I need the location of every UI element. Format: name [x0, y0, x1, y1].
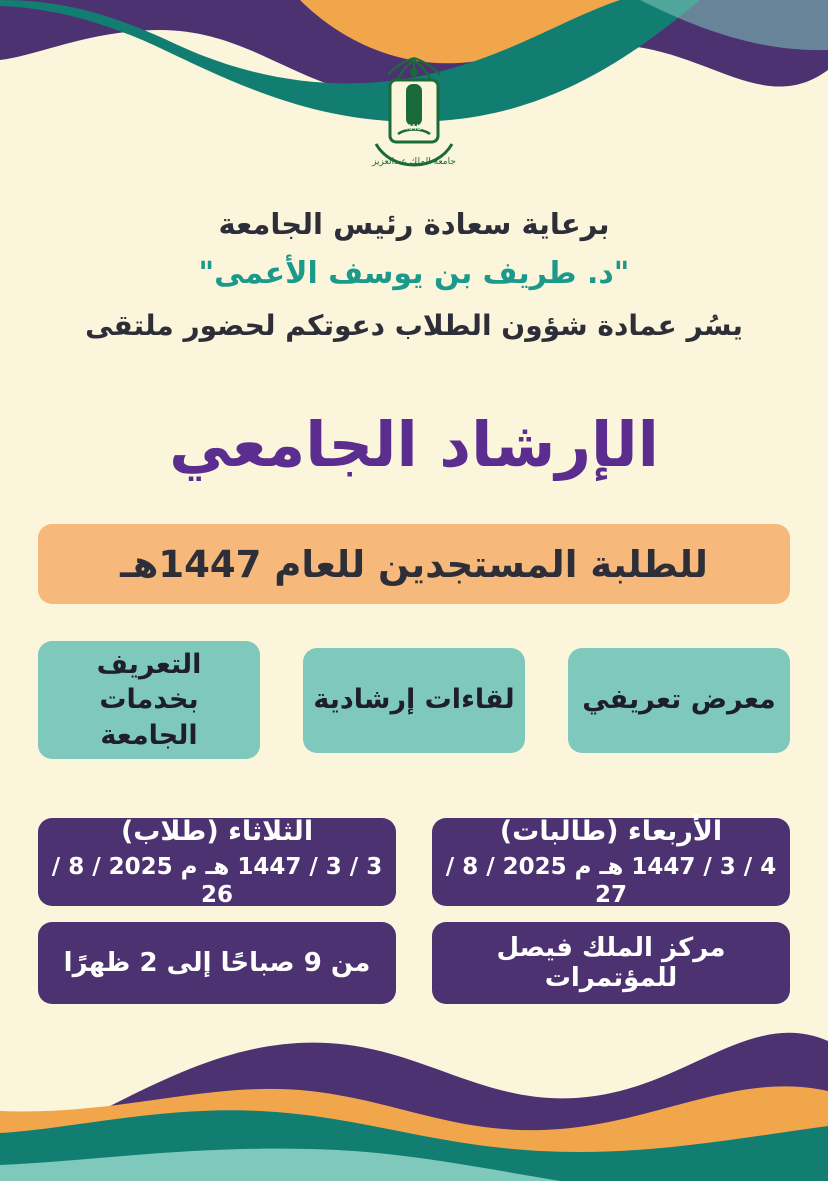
svg-text:KAU: KAU: [405, 123, 423, 132]
feature-card-services-label: التعريف بخدمات الجامعة: [96, 649, 202, 751]
feature-card-meetings-label: لقاءات إرشادية: [313, 684, 515, 716]
university-logo: [354, 48, 474, 178]
header-text-block: [0, 205, 828, 344]
session-date-wednesday-day: الأربعاء (طالبات): [499, 815, 723, 847]
invitation-line: يسُر عمادة شؤون الطلاب دعوتكم لحضور ملتقى: [85, 308, 743, 342]
session-date-wednesday: [432, 815, 790, 908]
session-time: من 9 صباحًا إلى 2 ظهرًا: [38, 922, 396, 1004]
session-date-wednesday-date: 4 / 3 / 1447 هـ م 2025 / 8 / 27: [445, 854, 777, 908]
feature-card-exhibition-label: معرض تعريفي: [582, 684, 776, 716]
sessions-details-row: [38, 922, 790, 1004]
page-title: الإرشاد الجامعي: [169, 408, 659, 481]
features-row: [38, 641, 790, 759]
subtitle-band: [38, 524, 790, 604]
sessions-dates-row: [38, 815, 790, 908]
session-date-tuesday-date: 3 / 3 / 1447 هـ م 2025 / 8 / 26: [51, 854, 383, 908]
feature-card-exhibition: [568, 648, 790, 753]
logo-caption: جامعة الملك عبدالعزيز: [372, 157, 456, 167]
session-venue: مركز الملك فيصل للمؤتمرات: [432, 922, 790, 1004]
feature-card-meetings: [303, 648, 525, 753]
session-date-tuesday-day: الثلاثاء (طلاب): [120, 815, 314, 847]
patronage-line: برعاية سعادة رئيس الجامعة: [218, 207, 610, 241]
university-logo-icon: [354, 48, 474, 178]
sessions-info-grid: [38, 815, 790, 1020]
president-name-line: "د. طريف بن يوسف الأعمى": [198, 256, 630, 292]
feature-card-services: [38, 641, 260, 759]
subtitle-band-text: للطلبة المستجدين للعام 1447هـ: [120, 542, 708, 586]
session-date-tuesday: [38, 815, 396, 908]
